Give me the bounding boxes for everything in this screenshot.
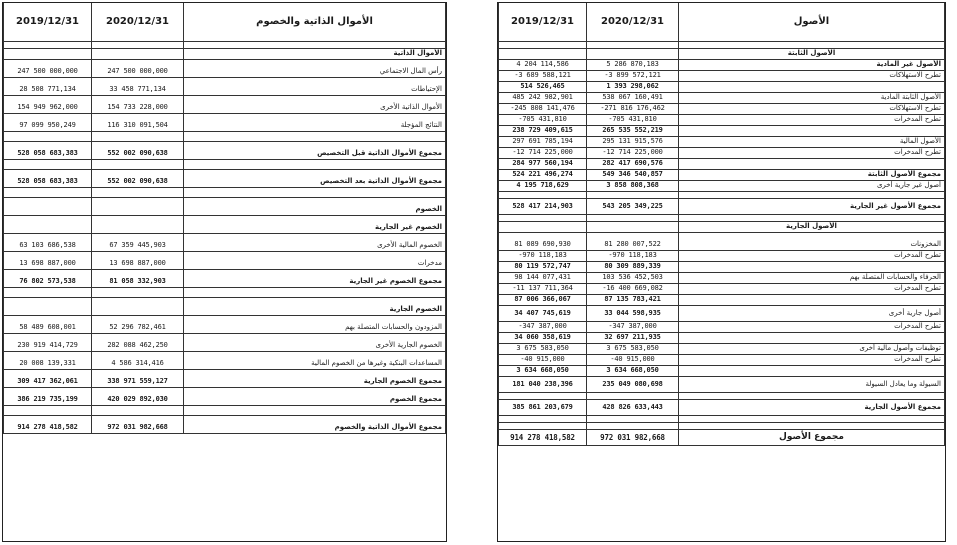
table-row: 514 526,465 1 393 298,062 (499, 81, 945, 92)
table-row: -705 431,810 -705 431,810 تطرح المدخرات (499, 114, 945, 125)
table-row: 297 691 785,194 295 131 915,576 الأصول المالية (499, 136, 945, 147)
table-row: 80 119 572,747 80 309 889,339 (499, 261, 945, 272)
table-row: 181 040 238,396 235 049 080,698 السيولة وما يعادل السيولة (499, 376, 945, 392)
table-row: الخصوم (4, 204, 446, 215)
table-row: 13 698 887,000 13 698 887,000 مدخرات (4, 258, 446, 269)
table-row: 34 407 745,619 33 044 598,935 أصول جارية أخرى (499, 305, 945, 321)
table-row: 28 508 771,134 33 458 771,134 الإحتياطات (4, 84, 446, 95)
table-row: 485 242 982,901 538 067 160,491 الأصول الثابتة المادية (499, 92, 945, 103)
table-row: 3 675 583,050 3 675 583,050 توظيفات وأصول مالية أخرى (499, 343, 945, 354)
table-row: الأصول الثابتة (499, 48, 945, 59)
col-header-2020: 2020/12/31 (92, 3, 184, 41)
table-title: الأموال الذاتية والخصوم (184, 3, 446, 41)
col-header-2019: 2019/12/31 (499, 3, 587, 41)
table-row: 528 058 683,383 552 002 090,638 مجموع الأموال الذاتية قبل التخصيص (4, 148, 446, 159)
table-row: 58 489 608,001 52 296 782,461 المزودون والحسابات المتصلة بهم (4, 322, 446, 333)
table-row: -970 118,183 -970 118,183 تطرح المدخرات (499, 250, 945, 261)
table-row: -245 808 141,476 -271 816 176,462 تطرح الاستهلاكات (499, 103, 945, 114)
table-row: 914 278 418,582 972 031 982,668 مجموع الأصول (499, 429, 945, 445)
table-title: الأصول (679, 3, 945, 41)
table-row: 238 729 409,615 265 535 552,219 (499, 125, 945, 136)
table-row: الأموال الذاتية (4, 48, 446, 59)
table-row: -40 915,000 -40 915,000 تطرح المدخرات (499, 354, 945, 365)
table-row: 914 278 418,582 972 031 982,668 مجموع الأموال الذاتية والخصوم (4, 422, 446, 433)
table-row: 385 861 203,679 428 826 633,443 مجموع الأصول الجارية (499, 399, 945, 415)
table-row: 34 060 358,619 32 697 211,935 (499, 332, 945, 343)
assets-table (497, 2, 946, 542)
table-row: الأصول الجارية (499, 221, 945, 232)
table-row: 154 949 962,000 154 733 228,000 الأموال الذاتية الأخرى (4, 102, 446, 113)
table-row: 309 417 362,061 338 971 559,127 مجموع الخصوم الجارية (4, 376, 446, 387)
table-row: 20 008 139,331 4 586 314,416 المساعدات البنكية وغيرها من الخصوم المالية (4, 358, 446, 369)
table-row: 87 006 366,067 87 135 783,421 (499, 294, 945, 305)
table-row: -3 689 588,121 -3 899 572,121 تطرح الاستهلاكات (499, 70, 945, 81)
table-row: 4 204 114,586 5 286 870,183 الأصول غير المادية (499, 59, 945, 70)
table-row: الخصوم غير الجارية (4, 222, 446, 233)
table-row: -11 137 711,364 -16 400 669,082 تطرح المدخرات (499, 283, 945, 294)
table-row: 3 634 668,050 3 634 668,050 (499, 365, 945, 376)
table-row: 81 089 690,930 81 280 007,522 المخزونات (499, 239, 945, 250)
table-row: 76 802 573,538 81 058 332,903 مجموع الخصوم غير الجارية (4, 276, 446, 287)
table-row: -347 387,000 -347 387,000 تطرح المدخرات (499, 321, 945, 332)
col-header-2020: 2020/12/31 (587, 3, 679, 41)
table-row: 63 103 686,538 67 359 445,903 الخصوم المالية الأخرى (4, 240, 446, 251)
table-row: الخصوم الجارية (4, 304, 446, 315)
table-row: 528 058 683,383 552 002 090,638 مجموع الأموال الذاتية بعد التخصيص (4, 176, 446, 187)
table-row: -12 714 225,000 -12 714 225,000 تطرح المدخرات (499, 147, 945, 158)
table-row: 4 195 718,629 3 858 808,368 أصول غير جارية أخرى (499, 180, 945, 191)
table-row: 524 221 496,274 549 346 540,857 مجموع الأصول الثابتة (499, 169, 945, 180)
table-row: 97 099 950,249 116 310 091,504 النتائج المؤجلة (4, 120, 446, 131)
table-row: 230 919 414,729 282 088 462,250 الخصوم الجارية الأخرى (4, 340, 446, 351)
table-row: 284 977 560,194 282 417 690,576 (499, 158, 945, 169)
table-row: 528 417 214,903 543 205 349,225 مجموع الأصول غير الجارية (499, 198, 945, 214)
col-header-2019: 2019/12/31 (4, 3, 92, 41)
table-row: 98 144 077,431 103 536 452,503 الحرفاء والحسابات المتصلة بهم (499, 272, 945, 283)
equity-liabilities-table (2, 2, 447, 542)
table-row: 386 219 735,199 420 029 892,030 مجموع الخصوم (4, 394, 446, 405)
table-row: 247 500 000,000 247 500 000,000 رأس المال الاجتماعي (4, 66, 446, 77)
